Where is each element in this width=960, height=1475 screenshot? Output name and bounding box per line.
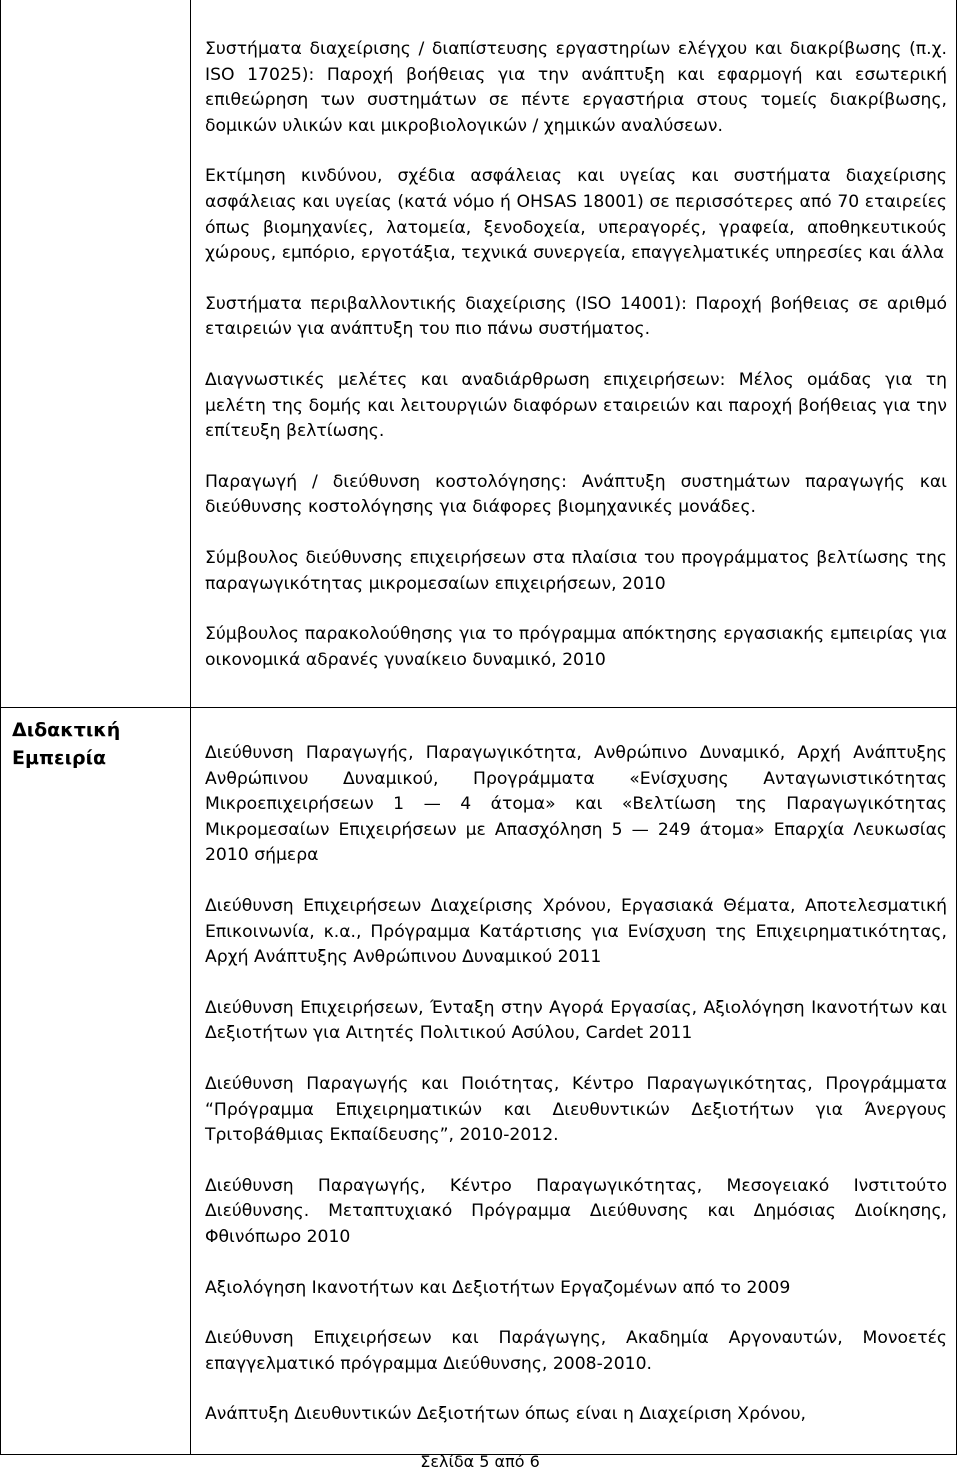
column-divider bbox=[190, 0, 191, 1455]
paragraph: Σύμβουλος παρακολούθησης για το πρόγραμμα απόκτησης εργασιακής εμπειρίας για οικονομικά αδρανές γυναίκειο δυναμικό, 2010 bbox=[205, 624, 947, 670]
paragraph: Παραγωγή / διεύθυνση κοστολόγησης: Ανάπτυξη συστημάτων παραγωγής και διεύθυνσης κοστολόγησης για διάφορες βιομηχανικές μονάδες. bbox=[205, 471, 947, 518]
page-number bbox=[0, 1452, 960, 1472]
paragraph: Συστήματα περιβαλλοντικής διαχείρισης (ISO 14001): Παροχή βοήθειας σε αριθμό εταιρειών για ανάπτυξη του πιο πάνω συστήματος. bbox=[205, 293, 947, 340]
label-line-2: Εμπειρία bbox=[12, 747, 107, 769]
page-number-text: Σελίδα 5 από 6 bbox=[420, 1452, 540, 1471]
row-divider bbox=[0, 707, 957, 708]
label-line-1: Διδακτική bbox=[12, 719, 121, 741]
paragraph: Συστήματα διαχείρισης / διαπίστευσης εργαστηρίων ελέγχου και διακρίβωσης (π.χ. ISO 17025): Παροχή βοήθειας για την ανάπτυξη και εφαρμογή και εσωτερική επιθεώρηση των συστημάτων σε πέντε εργαστήρια στους τομείς διακρίβωσης, δομικών υλικών και μικροβιολογικών / χημικών αναλύσεων. bbox=[205, 39, 947, 136]
paragraph: Διεύθυνση Παραγωγής και Ποιότητας, Κέντρο Παραγωγικότητας, Προγράμματα “Πρόγραμμα Επιχειρηματικών και Διευθυντικών Δεξιοτήτων για Άνεργους Τριτοβάθμιας Εκπαίδευσης”, 2010-2012. bbox=[205, 1073, 947, 1146]
paragraph: Αξιολόγηση Ικανοτήτων και Δεξιοτήτων Εργαζομένων από το 2009 bbox=[205, 1277, 791, 1298]
paragraph: Διεύθυνση Παραγωγής, Παραγωγικότητα, Ανθρώπινο Δυναμικό, Αρχή Ανάπτυξης Ανθρώπινου Δυναμικού, Προγράμματα «Ενίσχυσης Ανταγωνιστικότητας Μικροεπιχειρήσεων 1 — 4 άτομα» και «Βελτίωση της Παραγωγικότητας Μικρομεσαίων Επιχειρήσεων με Απασχόληση 5 — 249 άτομα» Επαρχία Λευκωσίας 2010 σήμερα bbox=[205, 743, 947, 866]
paragraph: Ανάπτυξη Διευθυντικών Δεξιοτήτων όπως είναι η Διαχείριση Χρόνου, bbox=[205, 1404, 807, 1425]
teaching-experience-label bbox=[12, 716, 182, 772]
teaching-experience-content bbox=[205, 741, 947, 1453]
paragraph: Διεύθυνση Επιχειρήσεων, Ένταξη στην Αγορά Εργασίας, Αξιολόγηση Ικανοτήτων και Δεξιοτήτων για Αιτητές Πολιτικού Ασύλου, Cardet 2011 bbox=[205, 997, 947, 1044]
paragraph: Εκτίμηση κινδύνου, σχέδια ασφάλειας και υγείας και συστήματα διαχείρισης ασφάλειας και υγείας (κατά νόμο ή OHSAS 18001) σε περισσότερες από 70 εταιρείες όπως βιομηχανίες, λατομεία, ξενοδοχεία, υπεραγορές, γραφεία, αποθηκευτικούς χώρους, εμπόριο, εργοτάξια, τεχνικά συνεργεία, επαγγελματικές υπηρεσίες και άλλα bbox=[205, 166, 947, 264]
professional-experience-content bbox=[205, 37, 947, 698]
paragraph: Διεύθυνση Επιχειρήσεων Διαχείρισης Χρόνου, Εργασιακά Θέματα, Αποτελεσματική Επικοινωνία, κ.α., Πρόγραμμα Κατάρτισης για Ενίσχυση της Επιχειρηματικότητας, Αρχή Ανάπτυξης Ανθρώπινου Δυναμικού 2011 bbox=[205, 895, 947, 968]
paragraph: Διεύθυνση Παραγωγής, Κέντρο Παραγωγικότητας, Μεσογειακό Ινστιτούτο Διεύθυνσης. Μεταπτυχιακό Πρόγραμμα Διεύθυνσης και Δημόσιας Διοίκησης, Φθινόπωρο 2010 bbox=[205, 1175, 947, 1247]
paragraph: Σύμβουλος διεύθυνσης επιχειρήσεων στα πλαίσια του προγράμματος βελτίωσης της παραγωγικότητας μικρομεσαίων επιχειρήσεων, 2010 bbox=[205, 547, 947, 594]
paragraph: Διεύθυνση Επιχειρήσεων και Παράγωγης, Ακαδημία Αργοναυτών, Μονοετές επαγγελματικό πρόγραμμα Διεύθυνσης, 2008-2010. bbox=[205, 1328, 947, 1374]
paragraph: Διαγνωστικές μελέτες και αναδιάρθρωση επιχειρήσεων: Μέλος ομάδας για τη μελέτη της δομής και λειτουργιών διαφόρων εταιρειών και παροχή βοήθειας για την επίτευξη βελτίωσης. bbox=[205, 369, 947, 442]
